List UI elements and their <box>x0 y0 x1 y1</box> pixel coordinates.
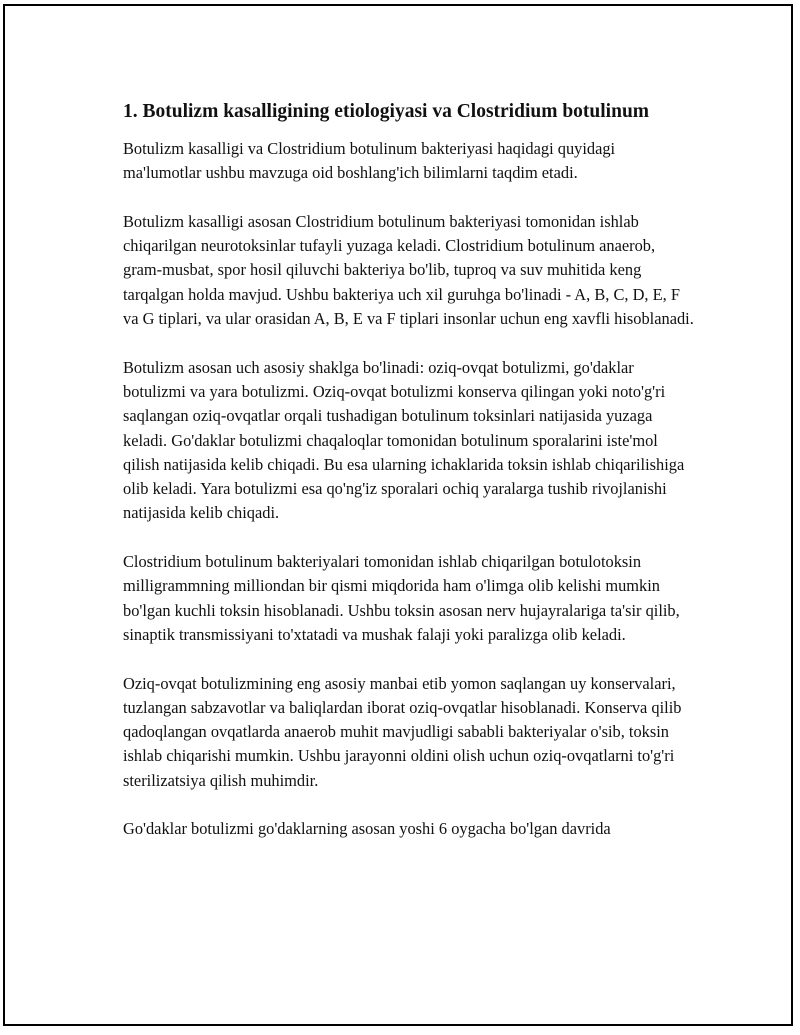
document-body <box>123 98 695 866</box>
paragraph-intro: Botulizm kasalligi va Clostridium botulinum bakteriyasi haqidagi quyidagi ma'lumotlar ushbu mavzuga oid boshlang'ich bilimlarni taqdim etadi. <box>123 139 616 183</box>
paragraph-etiology: Botulizm kasalligi asosan Clostridium botulinum bakteriyasi tomonidan ishlab chiqarilgan neurotoksinlar tufayli yuzaga keladi. Clostridium botulinum anaerob, gram-musbat, spor hosil qiluvchi bakteriya bo'lib, tuproq va suv muhitida keng tarqalgan holda mavjud. Ushbu bakteriya uch xil guruhga bo'linadi - A, B, C, D, E, F va G tiplari, va ular orasidan A, B, E va F tiplari insonlar uchun eng xavfli hisoblanadi. <box>123 211 694 329</box>
paragraph-infant: Go'daklar botulizmi go'daklarning asosan yoshi 6 oygacha bo'lgan davrida <box>123 819 611 839</box>
paragraph-food-source: Oziq-ovqat botulizmining eng asosiy manbai etib yomon saqlangan uy konservalari, tuzlangan sabzavotlar va baliqlardan iborat oziq-ovqatlar hisoblanadi. Konserva qilib qadoqlangan ovqatlarda anaerob muhit mavjudligi sababli bakteriyalar o'sib, toksin ishlab chiqarishi mumkin. Ushbu jarayonni oldini olish uchun oziq-ovqatlarni to'g'ri sterilizatsiya qilish muhimdir. <box>123 673 682 790</box>
paragraph-forms: Botulizm asosan uch asosiy shaklga bo'linadi: oziq-ovqat botulizmi, go'daklar botulizmi va yara botulizmi. Oziq-ovqat botulizmi konserva qilingan yoki noto'g'ri saqlangan oziq-ovqatlar orqali tushadigan botulinum toksinlari natijasida yuzaga keladi. Go'daklar botulizmi chaqaloqlar tomonidan botulinum sporalarini iste'mol qilish natijasida kelib chiqadi. Bu esa ularning ichaklarida toksin ishlab chiqarilishiga olib keladi. Yara botulizmi esa qo'ng'iz sporalari ochiq yaralarga tushib rivojlanishi natijasida kelib chiqadi. <box>123 357 685 523</box>
paragraph-toxin: Clostridium botulinum bakteriyalari tomonidan ishlab chiqarilgan botulotoksin milligrammning milliondan bir qismi miqdorida ham o'limga olib kelishi mumkin bo'lgan kuchli toksin hisoblanadi. Ushbu toksin asosan nerv hujayralariga ta'sir qilib, sinaptik transmissiyani to'xtatadi va mushak falaji yoki paralizga olib keladi. <box>123 552 680 644</box>
document-title: 1. Botulizm kasalligining etiologiyasi va Clostridium botulinum <box>123 101 650 122</box>
page-frame <box>3 4 793 1026</box>
